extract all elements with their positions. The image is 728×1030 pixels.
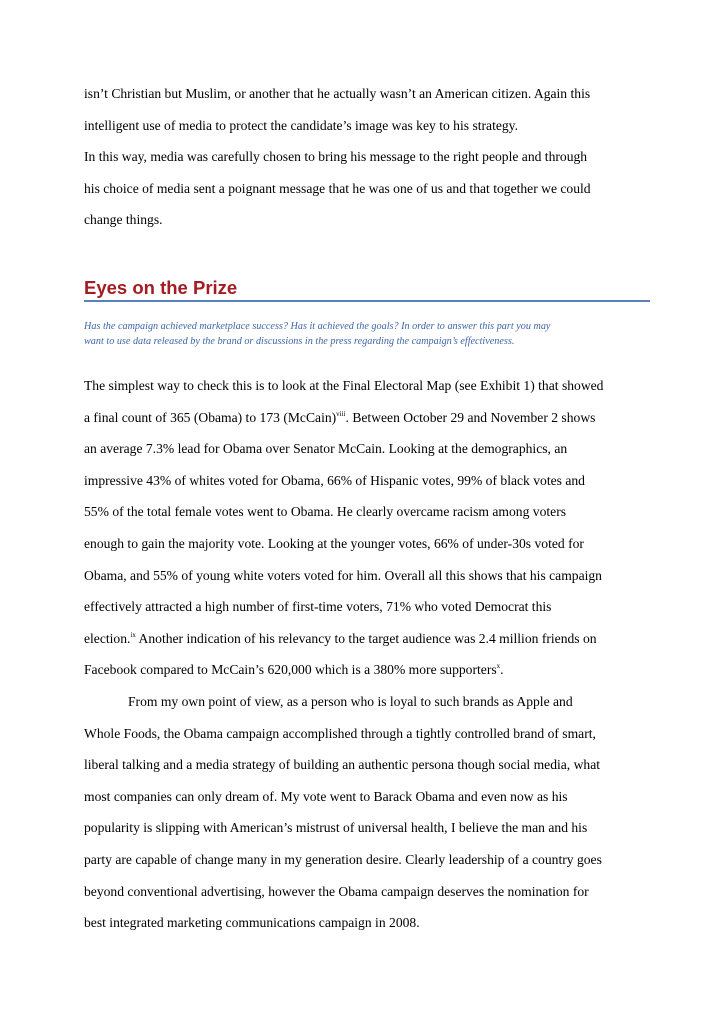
text-line: Whole Foods, the Obama campaign accomplished through a tightly controlled brand of smart,: [84, 725, 596, 741]
text-line: impressive 43% of whites voted for Obama, 66% of Hispanic votes, 99% of black votes and: [84, 472, 585, 488]
text-line: popularity is slipping with American’s mistrust of universal health, I believe the man and his: [84, 820, 588, 836]
text-line: beyond conventional advertising, however the Obama campaign deserves the nomination for: [84, 883, 589, 899]
text-line: Obama, and 55% of young white voters voted for him. Overall all this shows that his campaign: [84, 567, 602, 583]
text-run: Facebook compared to McCain’s 620,000 which is a 380% more supporters: [84, 662, 497, 678]
text-line-indented: From my own point of view, as a person who is loyal to such brands as Apple and: [128, 693, 573, 709]
text-line: party are capable of change many in my generation desire. Clearly leadership of a country goes: [84, 851, 602, 867]
footnote-ref-ix: ix: [130, 630, 136, 639]
text-run: . Between October 29 and November 2 shows: [345, 409, 596, 425]
subtitle-line: Has the campaign achieved marketplace success? Has it achieved the goals? In order to answer this part you may: [84, 321, 551, 332]
subtitle-line: want to use data released by the brand or discussions in the press regarding the campaign’s effectiveness.: [84, 336, 515, 347]
section-subtitle: [84, 319, 550, 349]
footnote-ref-viii: viii: [336, 409, 346, 418]
text-line: an average 7.3% lead for Obama over Senator McCain. Looking at the demographics, an: [84, 441, 568, 457]
section-heading: Eyes on the Prize: [84, 277, 238, 298]
text-run: Another indication of his relevancy to the target audience was 2.4 million friends on: [135, 630, 597, 646]
heading-underline-divider: [84, 300, 650, 302]
text-run: a final count of 365 (Obama) to 173 (McCain): [84, 409, 337, 425]
text-line: enough to gain the majority vote. Looking at the younger votes, 66% of under-30s voted for: [84, 535, 584, 551]
text-run: .: [500, 662, 504, 678]
footnote-ref-x: x: [496, 662, 501, 671]
text-line: effectively attracted a high number of first-time voters, 71% who voted Democrat this: [84, 599, 552, 615]
text-line: isn’t Christian but Muslim, or another that he actually wasn’t an American citizen. Again this: [84, 86, 591, 101]
text-line: [84, 402, 603, 434]
text-line: most companies can only dream of. My vote went to Barack Obama and even now as his: [84, 788, 568, 804]
text-line: best integrated marketing communications campaign in 2008.: [84, 915, 420, 931]
text-line: 55% of the total female votes went to Obama. He clearly overcame racism among voters: [84, 504, 567, 520]
top-paragraph: [84, 78, 591, 236]
text-line: In this way, media was carefully chosen to bring his message to the right people and through: [84, 149, 588, 165]
text-line: liberal talking and a media strategy of building an authentic persona though social media, what: [84, 757, 601, 773]
text-line: The simplest way to check this is to look at the Final Electoral Map (see Exhibit 1) that showed: [84, 378, 604, 393]
text-line: his choice of media sent a poignant message that he was one of us and that together we could: [84, 180, 591, 196]
text-line: change things.: [84, 212, 163, 228]
text-line: [84, 654, 603, 686]
main-body: [84, 370, 603, 939]
text-line: intelligent use of media to protect the candidate’s image was key to his strategy.: [84, 117, 518, 133]
text-run: election.: [84, 630, 131, 646]
text-line: [84, 623, 603, 655]
